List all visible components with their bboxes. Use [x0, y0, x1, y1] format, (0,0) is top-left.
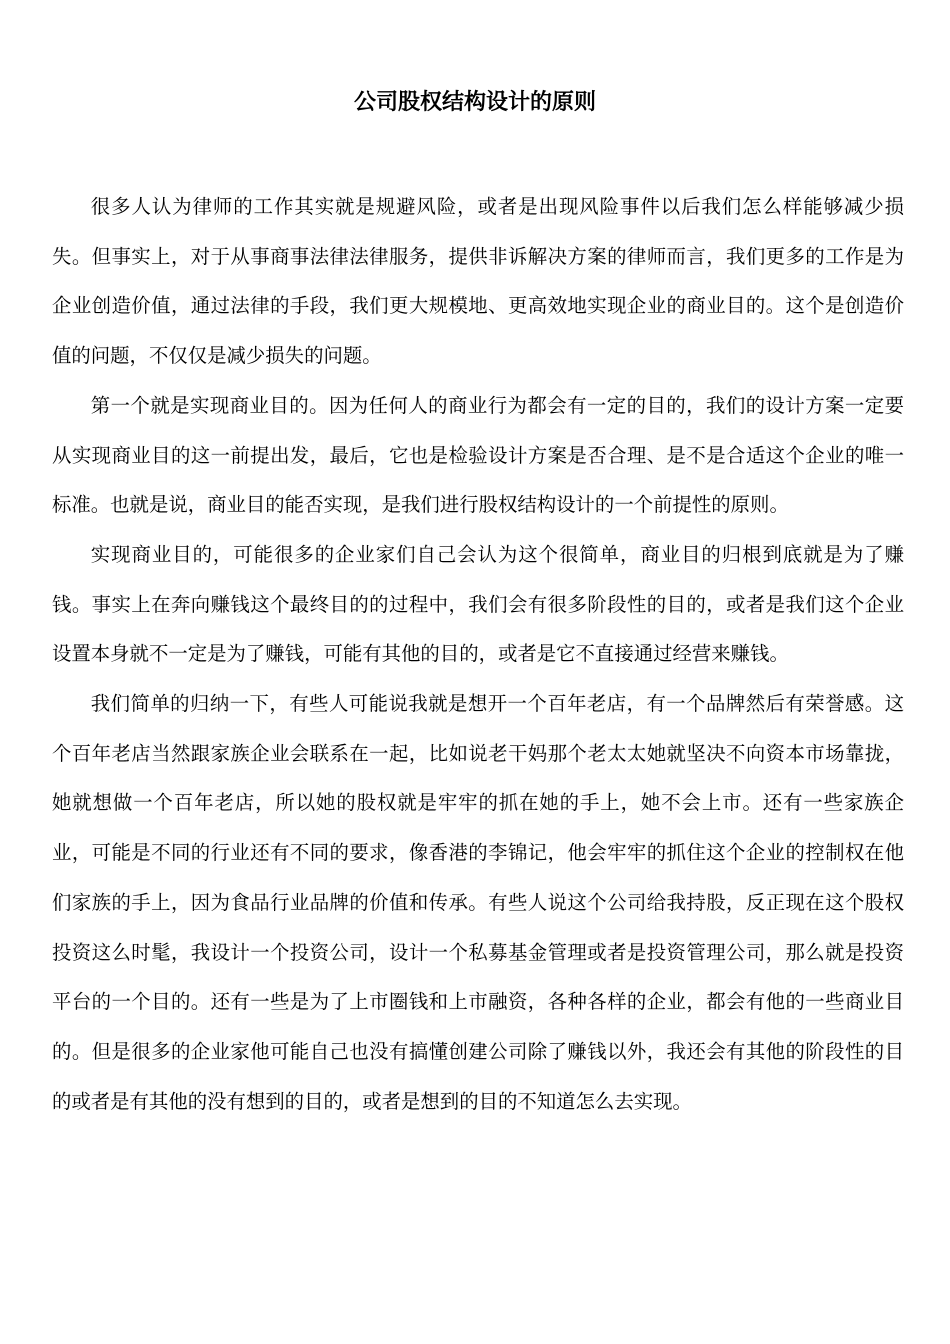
document-body — [52, 182, 904, 1126]
paragraph-3: 实现商业目的，可能很多的企业家们自己会认为这个很简单，商业目的归根到底就是为了赚钱。事实上在奔向赚钱这个最终目的的过程中，我们会有很多阶段性的目的，或者是我们这个企业设置本身就不一定是为了赚钱，可能有其他的目的，或者是它不直接通过经营来赚钱。 — [52, 542, 904, 666]
paragraph-4: 我们简单的归纳一下，有些人可能说我就是想开一个百年老店，有一个品牌然后有荣誉感。这个百年老店当然跟家族企业会联系在一起，比如说老干妈那个老太太她就坚决不向资本市场靠拢，她就想做一个百年老店，所以她的股权就是牢牢的抓在她的手上，她不会上市。还有一些家族企业，可能是不同的行业还有不同的要求，像香港的李锦记，他会牢牢的抓住这个企业的控制权在他们家族的手上，因为食品行业品牌的价值和传承。有些人说这个公司给我持股，反正现在这个股权投资这么时髦，我设计一个投资公司，设计一个私募基金管理或者是投资管理公司，那么就是投资平台的一个目的。还有一些是为了上市圈钱和上市融资，各种各样的企业，都会有他的一些商业目的。但是很多的企业家他可能自己也没有搞懂创建公司除了赚钱以外，我还会有其他的阶段性的目的或者是有其他的没有想到的目的，或者是想到的目的不知道怎么去实现。 — [52, 692, 904, 1113]
paragraph-1: 很多人认为律师的工作其实就是规避风险，或者是出现风险事件以后我们怎么样能够减少损失。但事实上，对于从事商事法律法律服务，提供非诉解决方案的律师而言，我们更多的工作是为企业创造价值，通过法律的手段，我们更大规模地、更高效地实现企业的商业目的。这个是创造价值的问题，不仅仅是减少损失的问题。 — [52, 195, 904, 368]
paragraph-2: 第一个就是实现商业目的。因为任何人的商业行为都会有一定的目的，我们的设计方案一定要从实现商业目的这一前提出发，最后，它也是检验设计方案是否合理、是不是合适这个企业的唯一标准。也就是说，商业目的能否实现，是我们进行股权结构设计的一个前提性的原则。 — [52, 393, 904, 517]
document-title: 公司股权结构设计的原则 — [353, 89, 596, 115]
